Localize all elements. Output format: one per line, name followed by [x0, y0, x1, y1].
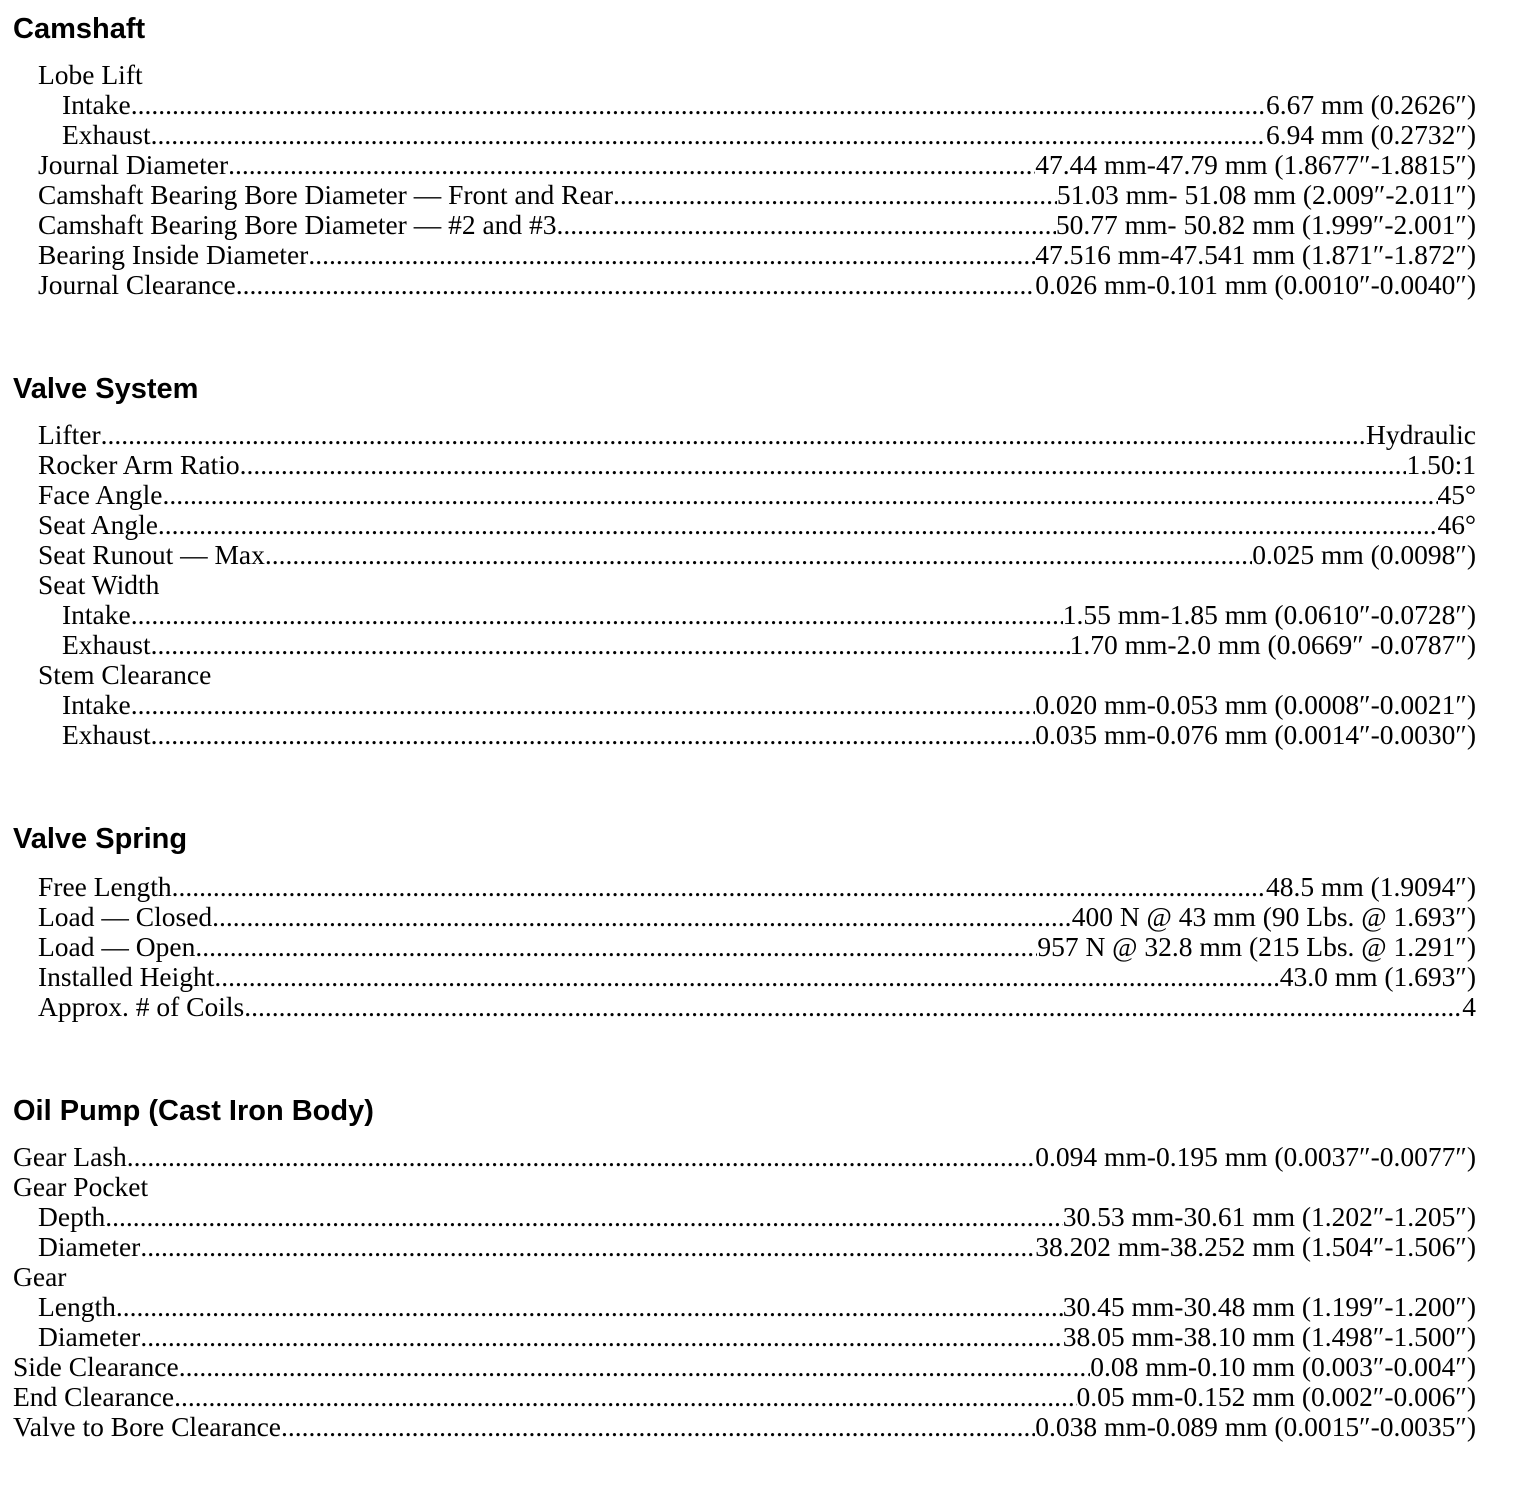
spec-label: Valve to Bore Clearance: [13, 1411, 282, 1442]
dot-leader: [557, 210, 1056, 240]
spec-row: [0, 210, 1476, 240]
dot-leader: [116, 1292, 1063, 1322]
spec-label: Approx. # of Coils: [38, 991, 245, 1022]
spec-label: Exhaust: [62, 629, 151, 660]
spec-value: Hydraulic: [1366, 419, 1476, 450]
spec-row: [0, 1202, 1476, 1232]
spec-row: [0, 480, 1476, 510]
spec-row: [0, 90, 1476, 120]
spec-row: [0, 962, 1476, 992]
spec-label: Installed Height: [38, 961, 215, 992]
dot-leader: [265, 540, 1252, 570]
spec-row: [0, 1412, 1476, 1442]
spec-label: Face Angle: [38, 479, 163, 510]
spec-row: [0, 1322, 1476, 1352]
spec-value: 0.094 mm-0.195 mm (0.0037″-0.0077″): [1035, 1141, 1476, 1172]
spec-label: Diameter: [38, 1231, 141, 1262]
spec-value: 43.0 mm (1.693″): [1279, 961, 1476, 992]
spec-row: [0, 1292, 1476, 1322]
dot-leader: [214, 962, 1279, 992]
spec-value: 38.05 mm-38.10 mm (1.498″-1.500″): [1062, 1321, 1476, 1352]
spec-row: [0, 180, 1476, 210]
dot-leader: [174, 1382, 1076, 1412]
spec-label: Free Length: [38, 871, 172, 902]
dot-leader: [131, 600, 1063, 630]
spec-row: [0, 992, 1476, 1022]
spec-label: Intake: [62, 89, 131, 120]
dot-leader: [308, 240, 1035, 270]
spec-label: Lifter: [38, 419, 101, 450]
dot-leader: [151, 630, 1070, 660]
dot-leader: [151, 720, 1036, 750]
spec-value: 38.202 mm-38.252 mm (1.504″-1.506″): [1035, 1231, 1476, 1262]
spec-label: Camshaft Bearing Bore Diameter — Front and Rear: [38, 179, 614, 210]
spec-label: Diameter: [38, 1321, 141, 1352]
spec-row: [0, 120, 1476, 150]
dot-leader: [127, 1142, 1036, 1172]
dot-leader: [131, 690, 1036, 720]
spec-value: 45°: [1437, 479, 1476, 510]
spec-row: [0, 420, 1476, 450]
dot-leader: [179, 1352, 1091, 1382]
spec-value: 957 N @ 32.8 mm (215 Lbs. @ 1.291″): [1037, 931, 1476, 962]
spec-subheading-row: [0, 1172, 1476, 1202]
spec-label: Depth: [38, 1201, 106, 1232]
spec-label: Exhaust: [62, 719, 151, 750]
spec-row: [0, 630, 1476, 660]
spec-label: Seat Angle: [38, 509, 158, 540]
dot-leader: [131, 90, 1266, 120]
dot-leader: [151, 120, 1266, 150]
spec-subheading-row: [0, 570, 1476, 600]
spec-value: 6.67 mm (0.2626″): [1265, 89, 1476, 120]
spec-row: [0, 1382, 1476, 1412]
spec-value: 30.45 mm-30.48 mm (1.199″-1.200″): [1062, 1291, 1476, 1322]
spec-row: [0, 932, 1476, 962]
spec-value: 51.03 mm- 51.08 mm (2.009″-2.011″): [1056, 179, 1476, 210]
spec-value: 48.5 mm (1.9094″): [1265, 871, 1476, 902]
dot-leader: [101, 420, 1366, 450]
section-title: Oil Pump (Cast Iron Body): [13, 1095, 374, 1127]
spec-label: Load — Closed: [38, 901, 213, 932]
spec-label: Journal Diameter: [38, 149, 229, 180]
spec-value: 0.05 mm-0.152 mm (0.002″-0.006″): [1076, 1381, 1476, 1412]
spec-label: Bearing Inside Diameter: [38, 239, 309, 270]
spec-value: 30.53 mm-30.61 mm (1.202″-1.205″): [1062, 1201, 1476, 1232]
spec-label: Intake: [62, 599, 131, 630]
dot-leader: [236, 270, 1036, 300]
spec-row: [0, 1232, 1476, 1262]
spec-value: 50.77 mm- 50.82 mm (1.999″-2.001″): [1055, 209, 1476, 240]
spec-label: Journal Clearance: [38, 269, 236, 300]
dot-leader: [281, 1412, 1035, 1442]
spec-row: [0, 902, 1476, 932]
spec-row: [0, 270, 1476, 300]
spec-subheading-row: [0, 1262, 1476, 1292]
spec-row: [0, 150, 1476, 180]
dot-leader: [172, 872, 1266, 902]
spec-label: Gear Pocket: [13, 1171, 149, 1202]
spec-label: End Clearance: [13, 1381, 175, 1412]
dot-leader: [140, 1322, 1062, 1352]
spec-label: Lobe Lift: [38, 59, 143, 90]
spec-value: 6.94 mm (0.2732″): [1265, 119, 1476, 150]
dot-leader: [158, 510, 1438, 540]
spec-value: 0.038 mm-0.089 mm (0.0015″-0.0035″): [1035, 1411, 1476, 1442]
spec-label: Gear: [13, 1261, 67, 1292]
spec-label: Rocker Arm Ratio: [38, 449, 240, 480]
spec-label: Intake: [62, 689, 131, 720]
spec-label: Camshaft Bearing Bore Diameter — #2 and #3: [38, 209, 557, 240]
spec-value: 1.70 mm-2.0 mm (0.0669″ -0.0787″): [1069, 629, 1476, 660]
spec-label: Seat Width: [38, 569, 160, 600]
dot-leader: [228, 150, 1035, 180]
spec-row: [0, 872, 1476, 902]
spec-value: 47.516 mm-47.541 mm (1.871″-1.872″): [1035, 239, 1476, 270]
spec-row: [0, 720, 1476, 750]
spec-subheading-row: [0, 660, 1476, 690]
dot-leader: [613, 180, 1057, 210]
spec-list: [0, 60, 1520, 300]
spec-row: [0, 510, 1476, 540]
spec-row: [0, 540, 1476, 570]
spec-list: [0, 1142, 1520, 1442]
spec-value: 1.55 mm-1.85 mm (0.0610″-0.0728″): [1062, 599, 1476, 630]
spec-row: [0, 1142, 1476, 1172]
spec-row: [0, 240, 1476, 270]
dot-leader: [195, 932, 1037, 962]
spec-subheading-row: [0, 60, 1476, 90]
section-title: Valve System: [13, 373, 199, 405]
dot-leader: [244, 992, 1462, 1022]
spec-row: [0, 450, 1476, 480]
spec-label: Seat Runout — Max: [38, 539, 265, 570]
spec-list: [0, 420, 1520, 750]
spec-value: 0.08 mm-0.10 mm (0.003″-0.004″): [1090, 1351, 1476, 1382]
spec-label: Gear Lash: [13, 1141, 127, 1172]
spec-label: Exhaust: [62, 119, 151, 150]
spec-value: 0.026 mm-0.101 mm (0.0010″-0.0040″): [1035, 269, 1476, 300]
spec-row: [0, 690, 1476, 720]
dot-leader: [105, 1202, 1063, 1232]
dot-leader: [162, 480, 1437, 510]
spec-value: 1.50:1: [1406, 449, 1476, 480]
spec-label: Load — Open: [38, 931, 196, 962]
dot-leader: [212, 902, 1072, 932]
spec-label: Length: [38, 1291, 116, 1322]
spec-value: 47.44 mm-47.79 mm (1.8677″-1.8815″): [1035, 149, 1476, 180]
section-title: Camshaft: [13, 13, 146, 45]
dot-leader: [240, 450, 1407, 480]
spec-value: 4: [1462, 991, 1476, 1022]
spec-value: 0.035 mm-0.076 mm (0.0014″-0.0030″): [1035, 719, 1476, 750]
dot-leader: [140, 1232, 1035, 1262]
section-title: Valve Spring: [13, 823, 188, 855]
spec-list: [0, 872, 1520, 1022]
spec-value: 400 N @ 43 mm (90 Lbs. @ 1.693″): [1071, 901, 1476, 932]
spec-value: 0.020 mm-0.053 mm (0.0008″-0.0021″): [1035, 689, 1476, 720]
spec-row: [0, 600, 1476, 630]
spec-label: Side Clearance: [13, 1351, 179, 1382]
spec-value: 0.025 mm (0.0098″): [1252, 539, 1476, 570]
spec-row: [0, 1352, 1476, 1382]
spec-label: Stem Clearance: [38, 659, 212, 690]
spec-value: 46°: [1437, 509, 1476, 540]
